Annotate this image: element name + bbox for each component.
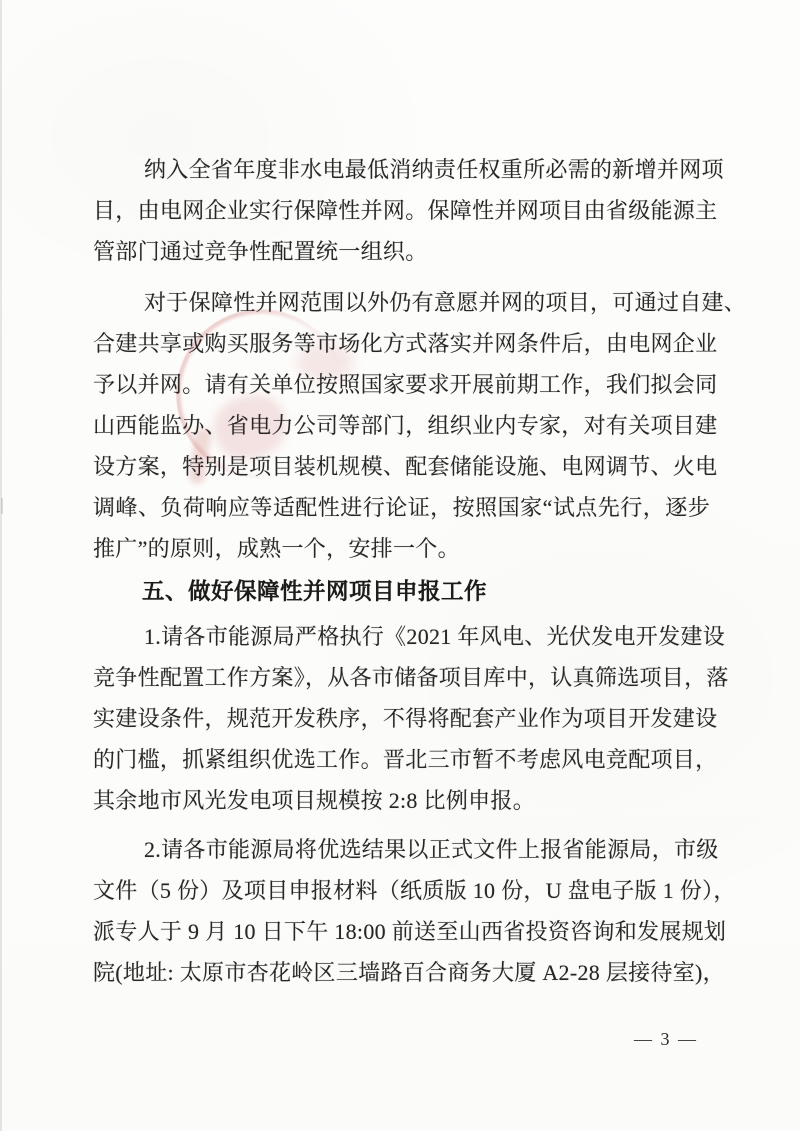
text-line: 1.请各市能源局严格执行《2021 年风电、光伏发电开发建设: [144, 624, 726, 649]
text-line: 管部门通过竞争性配置统一组织。: [93, 239, 428, 264]
text-line: 竞争性配置工作方案》，从各市储备项目库中，认真筛选项目，落: [93, 665, 729, 690]
text-line: 调峰、负荷响应等适配性进行论证，按照国家“试点先行，逐步: [93, 495, 710, 520]
text-line: 设方案，特别是项目装机规模、配套储能设施、电网调节、火电: [93, 454, 718, 479]
document-body: [93, 149, 747, 993]
paragraph-item-1-competitive-allocation: [93, 616, 729, 821]
text-line: 推广”的原则，成熟一个，安排一个。: [93, 536, 460, 561]
text-line: 纳入全省年度非水电最低消纳责任权重所必需的新增并网项: [144, 157, 724, 182]
text-line: 予以并网。请有关单位按照国家要求开展前期工作，我们拟会同: [93, 372, 718, 397]
text-line: 文件（5 份）及项目申报材料（纸质版 10 份，U 盘电子版 1 份），: [93, 878, 736, 903]
text-line: 山西能监办、省电力公司等部门，组织业内专家，对有关项目建: [93, 413, 718, 438]
text-line: 实建设条件，规范开发秩序，不得将配套产业作为项目开发建设: [93, 706, 718, 731]
page-number: — 3 —: [634, 1029, 698, 1049]
text-line: 院(地址: 太原市杏花岭区三墙路百合商务大厦 A2-28 层接待室)，: [93, 960, 725, 985]
text-line: 合建共享或购买服务等市场化方式落实并网条件后，由电网企业: [93, 331, 718, 356]
paragraph-market-based-connection: [93, 282, 747, 569]
section-heading: 五、做好保障性并网项目申报工作: [142, 579, 488, 604]
text-line: 的门槛，抓紧组织优选工作。晋北三市暂不考虑风电竞配项目，: [93, 747, 718, 772]
scan-speck-artifact: [1, 498, 3, 514]
paragraph-guaranteed-grid-connection: [93, 149, 724, 272]
text-line: 2.请各市能源局将优选结果以正式文件上报省能源局，市级: [144, 837, 719, 862]
text-line: 目，由电网企业实行保障性并网。保障性并网项目由省级能源主: [93, 198, 718, 223]
text-line: 其余地市风光发电项目规模按 2:8 比例申报。: [93, 788, 536, 813]
paragraph-item-2-submission-requirements: [93, 829, 736, 993]
text-line: 对于保障性并网范围以外仍有意愿并网的项目，可通过自建、: [144, 290, 747, 315]
text-line: 派专人于 9 月 10 日下午 18:00 前送至山西省投资咨询和发展规划: [93, 919, 727, 944]
scan-edge-artifact: [0, 0, 2, 1131]
